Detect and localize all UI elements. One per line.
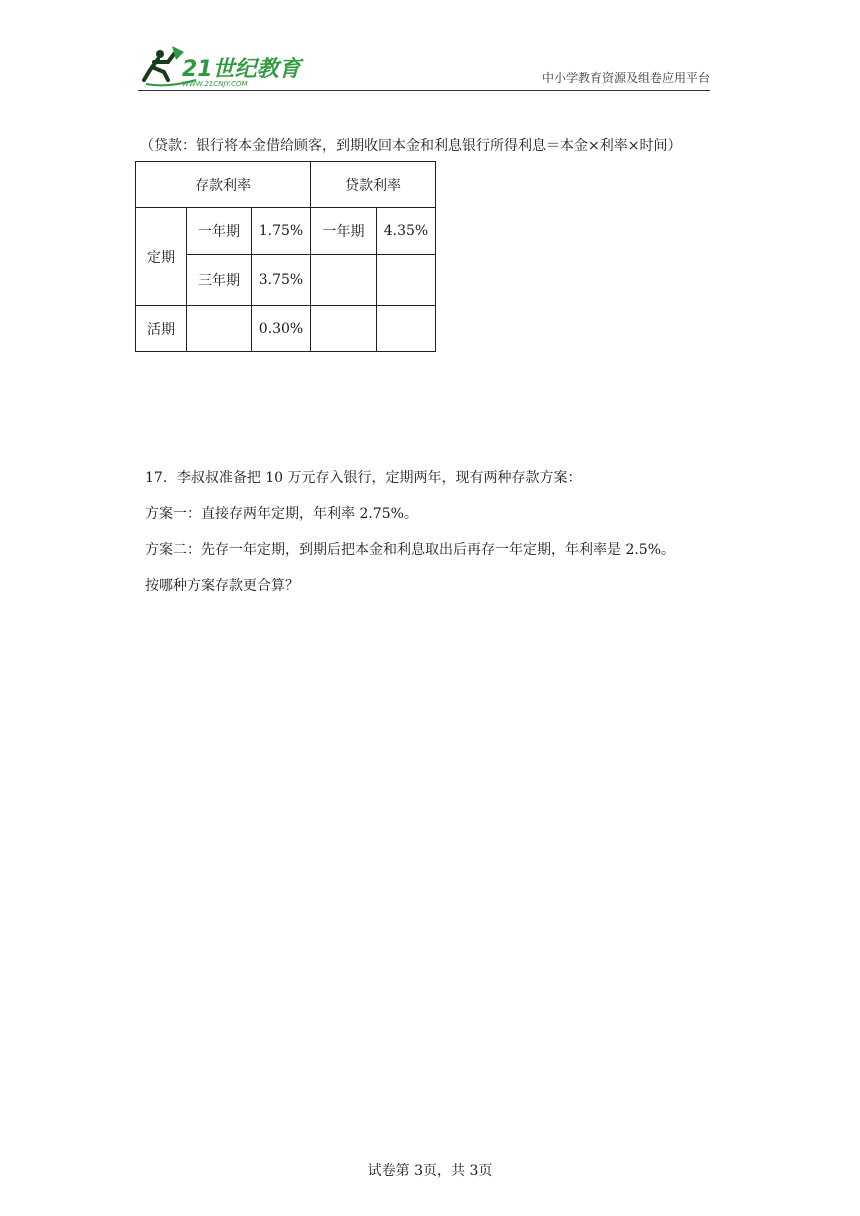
empty-cell bbox=[377, 306, 436, 352]
empty-cell bbox=[187, 306, 252, 352]
term-cell: 三年期 bbox=[187, 255, 252, 306]
plan-one: 方案一：直接存两年定期，年利率 2.75%。 bbox=[145, 506, 418, 522]
demand-label: 活期 bbox=[136, 306, 187, 352]
rate-cell: 3.75% bbox=[252, 255, 311, 306]
logo-url: WWW.21CNJY.COM bbox=[182, 80, 248, 88]
term-cell: 一年期 bbox=[187, 208, 252, 255]
empty-cell bbox=[377, 255, 436, 306]
plan-two: 方案二：先存一年定期，到期后把本金和利息取出后再存一年定期，年利率是 2.5%。 bbox=[145, 542, 676, 558]
rate-cell: 0.30% bbox=[252, 306, 311, 352]
question-17 bbox=[145, 460, 675, 604]
loan-note: （贷款：银行将本金借给顾客，到期收回本金和利息银行所得利息＝本金×利率×时间） bbox=[140, 138, 682, 154]
empty-cell bbox=[311, 255, 377, 306]
loan-rate-cell: 4.35% bbox=[377, 208, 436, 255]
table-row bbox=[136, 208, 436, 255]
loan-term-cell: 一年期 bbox=[311, 208, 377, 255]
platform-name: 中小学教育资源及组卷应用平台 bbox=[541, 71, 710, 85]
logo-21cnjy bbox=[138, 40, 318, 88]
loan-rate-header: 贷款利率 bbox=[311, 162, 436, 208]
empty-cell bbox=[311, 306, 377, 352]
rates-table bbox=[135, 161, 436, 352]
table-row bbox=[136, 306, 436, 352]
page-header bbox=[138, 40, 710, 91]
page-footer: 试卷第 3页，共 3页 bbox=[367, 1163, 493, 1179]
question-ask: 按哪种方案存款更合算？ bbox=[145, 578, 299, 594]
rate-cell: 1.75% bbox=[252, 208, 311, 255]
table-row bbox=[136, 162, 436, 208]
fixed-term-label: 定期 bbox=[136, 208, 187, 306]
logo-title: 21世纪教育 bbox=[182, 57, 301, 82]
deposit-rate-header: 存款利率 bbox=[136, 162, 311, 208]
question-stem: 17．李叔叔准备把 10 万元存入银行，定期两年，现有两种存款方案： bbox=[145, 470, 582, 486]
